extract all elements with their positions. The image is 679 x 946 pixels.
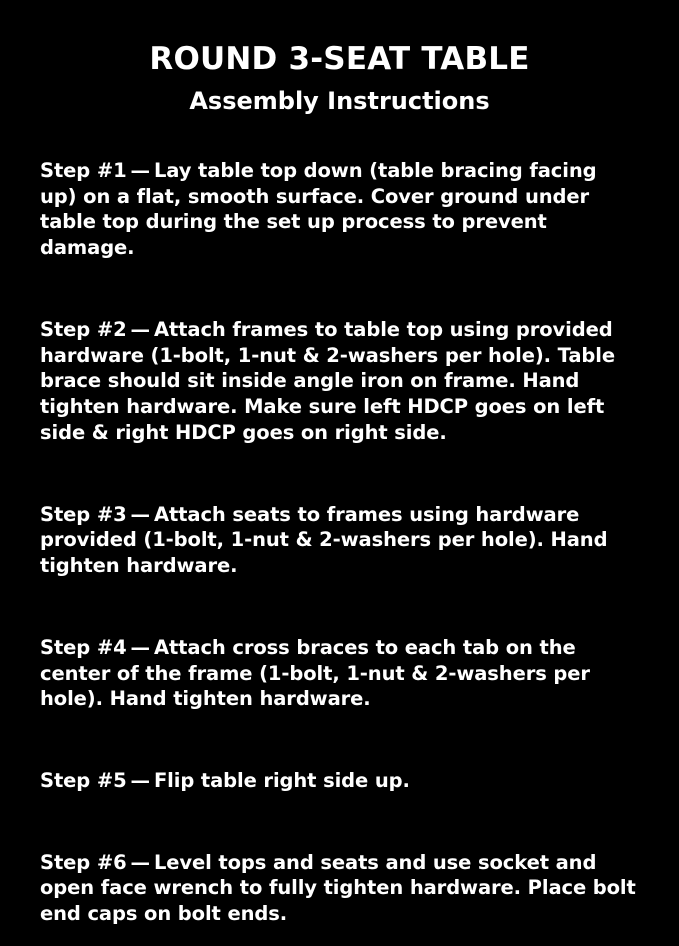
step-dash: —: [130, 317, 150, 341]
page-subtitle: Assembly Instructions: [189, 87, 490, 116]
step-text: Attach frames to table top using provided hardware (1-bolt, 1-nut & 2-washers per hole). Table brace should sit inside angle iron on frame. Hand tighten hardware. Make sure left HDCP goes on left side & right HDCP goes on right side.: [40, 317, 615, 444]
list-item: [40, 158, 639, 261]
list-item: [40, 635, 639, 712]
step-text: Level tops and seats and use socket and open face wrench to fully tighten hardware. Place bolt end caps on bolt ends.: [40, 850, 636, 926]
step-text: Lay table top down (table bracing facing up) on a flat, smooth surface. Cover ground under table top during the set up process to prevent damage.: [40, 158, 597, 260]
step-dash: —: [130, 158, 150, 182]
page-title: ROUND 3-SEAT TABLE: [149, 41, 530, 77]
step-label: Step #2: [40, 317, 127, 341]
list-item: [40, 768, 639, 794]
step-label: Step #1: [40, 158, 127, 182]
step-label: Step #3: [40, 502, 127, 526]
step-text: Flip table right side up.: [153, 769, 410, 792]
list-item: [40, 317, 639, 446]
step-text: Attach seats to frames using hardware provided (1-bolt, 1-nut & 2-washers per hole). Hand tighten hardware.: [40, 502, 608, 578]
step-dash: —: [130, 850, 150, 874]
list-item: [40, 850, 639, 927]
step-label: Step #4: [40, 635, 127, 659]
step-label: Step #6: [40, 850, 127, 874]
list-item: [40, 502, 639, 579]
step-dash: —: [130, 635, 150, 659]
step-dash: —: [130, 769, 150, 792]
step-label: Step #5: [40, 769, 127, 792]
step-text: Attach cross braces to each tab on the center of the frame (1-bolt, 1-nut & 2-washers per hole). Hand tighten hardware.: [40, 635, 590, 711]
step-dash: —: [130, 502, 150, 526]
steps-list: [40, 138, 639, 946]
